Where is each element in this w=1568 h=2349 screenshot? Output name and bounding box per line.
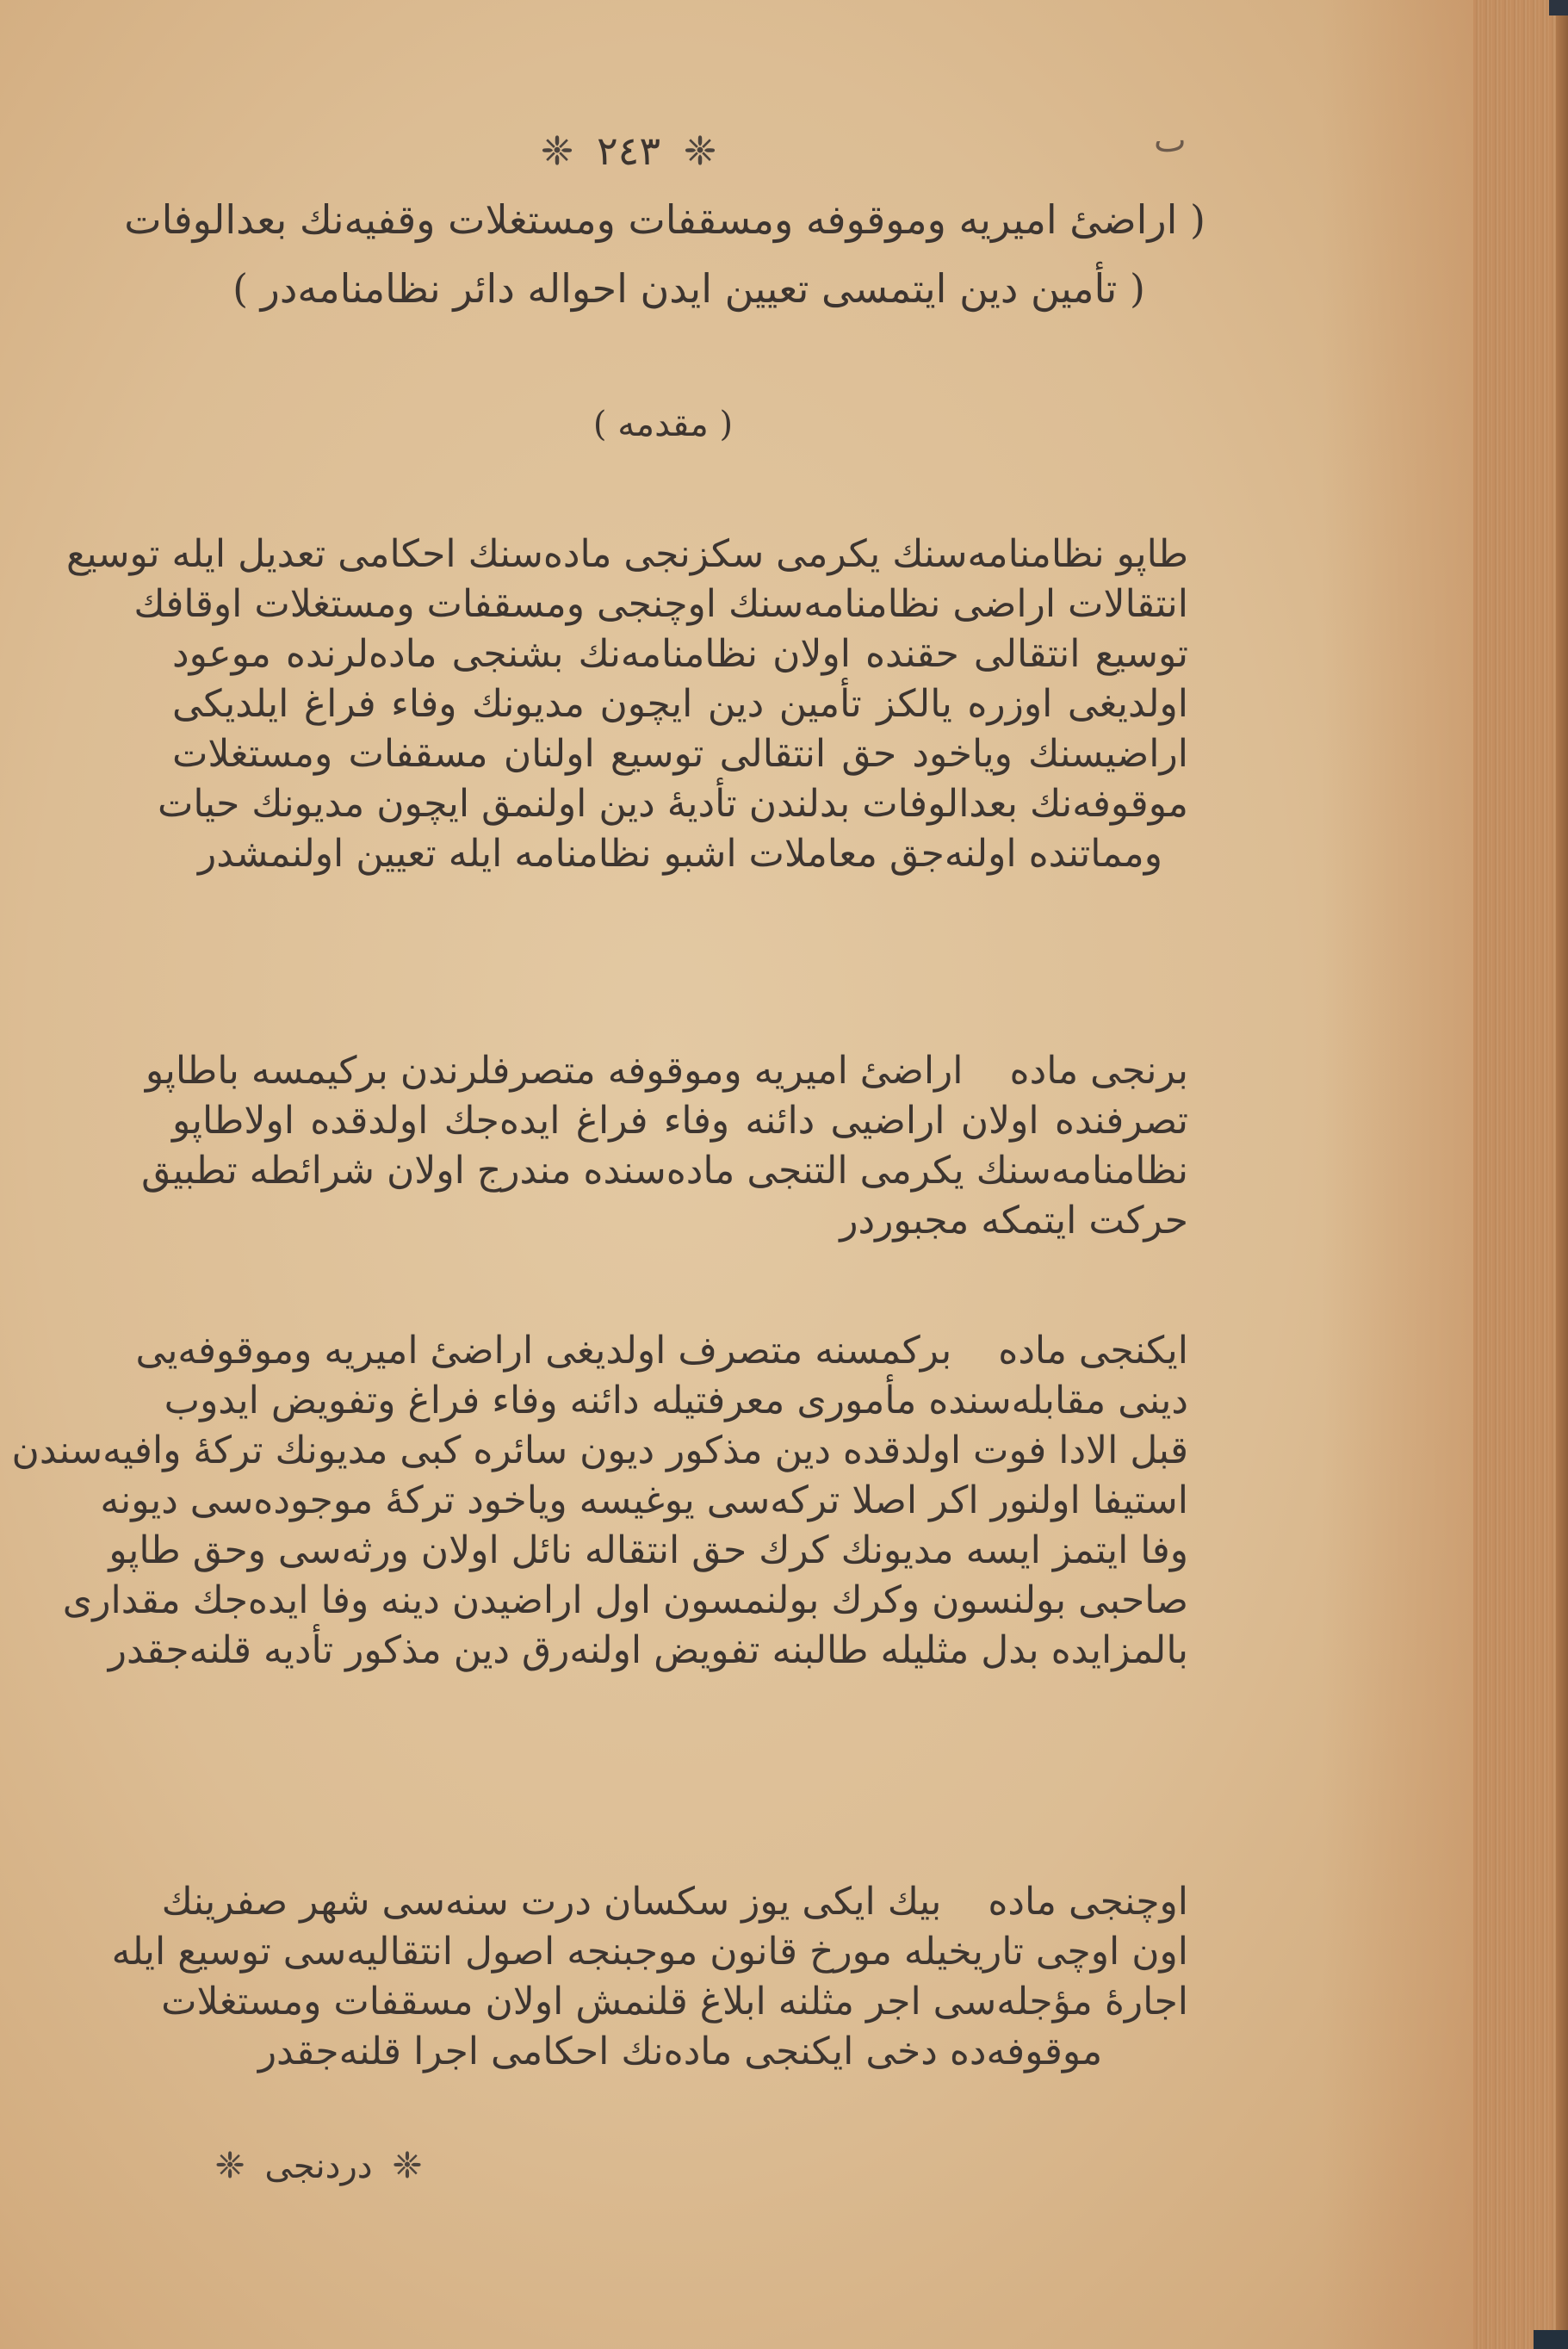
- text-line: انتقالات اراضی نظامنامه‌سنك اوچنجی ومسقفات ومستغلات اوقافك: [133, 582, 1188, 626]
- document-title-line-2: ( تأمین دین ایتمسی تعیین ایدن احواله دائر نظامنامه‌در ): [232, 265, 1145, 312]
- text-line: اون اوچی تاریخیله مورخ قانون موجبنجه اصول انتقالیه‌سی توسیع ایله: [111, 1930, 1188, 1974]
- text-line: دینی مقابله‌سنده مأموری معرفتیله دائنه وفاء فراغ وتفویض ایدوب: [164, 1379, 1188, 1422]
- text-line: صاحبی بولنسون وکرك بولنمسون اول اراضیدن دینه وفا ایده‌جك مقداری: [62, 1578, 1188, 1622]
- text-line: [145, 1046, 1188, 1096]
- text-line: موقوفه‌ده دخی ایکنجی ماده‌نك احکامی اجرا قلنه‌جقدر: [257, 2030, 1103, 2073]
- text-line: موقوفه‌نك بعدالوفات بدلندن تأدیهٔ دین اولنمق ایچون مدیونك حیات: [157, 782, 1188, 826]
- article-text: بیك ایکی یوز سکسان درت سنه‌سی شهر صفرینك: [161, 1880, 942, 1924]
- text-line: ومماتنده اولنه‌جق معاملات اشبو نظامنامه ایله تعیین اولنمشدر: [198, 832, 1162, 876]
- book-fore-edge: [1473, 0, 1568, 2349]
- article-label: ایکنجی ماده: [998, 1329, 1188, 1373]
- text-line: نظامنامه‌سنك یکرمی التنجی ماده‌سنده مندرج اولان شرائطه تطبیق: [141, 1149, 1188, 1193]
- catchword-text: دردنجی: [264, 2147, 373, 2186]
- ornament-icon: ❈: [683, 127, 717, 174]
- catchword: [181, 2144, 456, 2186]
- text-line: توسیع انتقالی حقنده اولان نظامنامه‌نك بشنجی ماده‌لرنده موعود: [172, 632, 1188, 676]
- text-line: اولدیغی اوزره یالکز تأمین دین ایچون مدیونك وفاء فراغ ایلدیکی: [172, 682, 1188, 726]
- background-corner: [1549, 0, 1568, 15]
- intro-paragraph: [65, 530, 1188, 879]
- article-1: [141, 1046, 1188, 1246]
- text-line: [135, 1326, 1188, 1376]
- text-line: اجارهٔ مؤجله‌سی اجر مثلنه ابلاغ قلنمش اولان مسقفات ومستغلات: [161, 1980, 1188, 2024]
- ornament-icon: ❈: [540, 127, 574, 174]
- article-text: اراضیٔ امیریه وموقوفه متصرفلرندن برکیمسه باطاپو: [145, 1049, 964, 1093]
- document-title-line-1: ( اراضیٔ امیریه وموقوفه ومسقفات ومستغلات وقفیه‌نك بعدالوفات: [124, 196, 1205, 243]
- corner-mark: ٮ: [1154, 121, 1187, 160]
- section-heading: ( مقدمه ): [592, 405, 734, 444]
- text-line: تصرفنده اولان اراضیی دائنه وفاء فراغ ایده‌جك اولدقده اولاطاپو: [172, 1099, 1188, 1143]
- article-label: اوچنجی ماده: [988, 1880, 1188, 1924]
- text-line: طاپو نظامنامه‌سنك یکرمی سکزنجی ماده‌سنك احکامی تعدیل ایله توسیع: [65, 532, 1188, 576]
- text-line: حرکت ایتمکه مجبوردر: [840, 1199, 1188, 1243]
- ornament-icon: ❈: [214, 2144, 245, 2186]
- article-text: برکمسنه متصرف اولدیغی اراضیٔ امیریه وموقوفه‌یی: [135, 1329, 952, 1373]
- text-line: استیفا اولنور اکر اصلا ترکه‌سی یوغیسه ویاخود ترکهٔ موجوده‌سی دیونه: [100, 1478, 1188, 1522]
- background-corner: [1534, 2330, 1568, 2349]
- text-line: وفا ایتمز ایسه مدیونك کرك حق انتقاله نائل اولان ورثه‌سی وحق طاپو: [108, 1528, 1188, 1572]
- text-line: قبل الادا فوت اولدقده دین مذکور دیون سائره کبی مدیونك ترکهٔ وافیه‌سندن: [11, 1429, 1188, 1472]
- article-2: [11, 1326, 1188, 1676]
- page-number: ٢٤٣: [596, 127, 661, 174]
- text-line: [161, 1877, 1188, 1927]
- ornament-icon: ❈: [392, 2144, 423, 2186]
- page-header: [517, 127, 741, 174]
- text-line: اراضیسنك ویاخود حق انتقالی توسیع اولنان مسقفات ومستغلات: [172, 732, 1188, 776]
- article-label: برنجی ماده: [1009, 1049, 1188, 1093]
- article-3: [111, 1877, 1188, 2077]
- text-line: بالمزایده بدل مثلیله طالبنه تفویض اولنه‌رق دین مذکور تأدیه قلنه‌جقدر: [108, 1628, 1188, 1672]
